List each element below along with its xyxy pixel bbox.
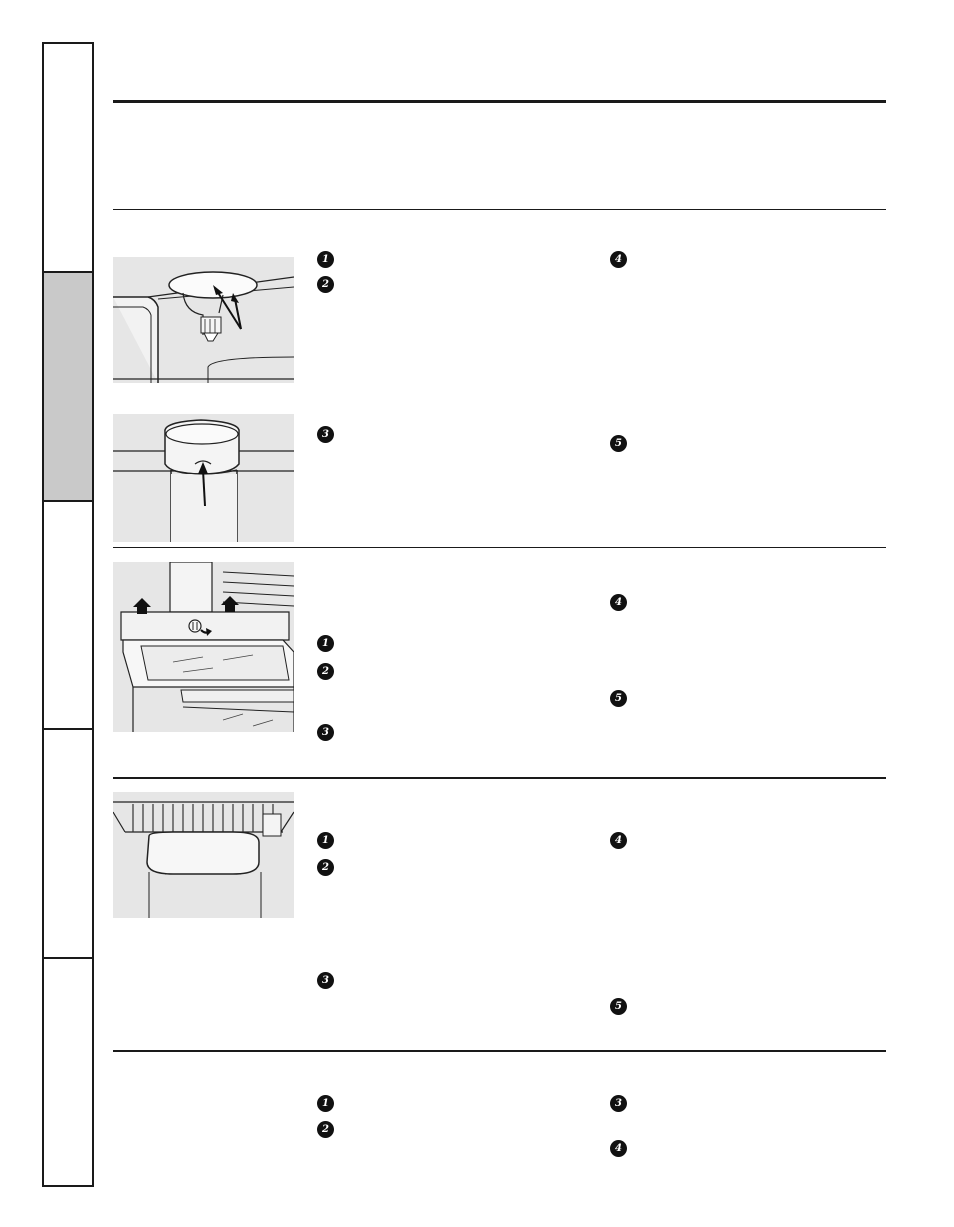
step-number: 2 <box>322 862 329 873</box>
section-divider-3 <box>113 777 886 779</box>
step-number-badge <box>610 594 627 611</box>
step-number: 2 <box>322 279 329 290</box>
step-number-badge <box>317 1121 334 1138</box>
tab-4[interactable] <box>44 730 92 959</box>
step-number-badge <box>317 1095 334 1112</box>
step-number-badge <box>317 251 334 268</box>
step-number: 4 <box>615 1143 622 1154</box>
step-number-badge <box>610 251 627 268</box>
step-number: 1 <box>322 638 329 649</box>
step-number: 5 <box>615 438 622 449</box>
step-number-badge <box>610 1095 627 1112</box>
step-number: 1 <box>322 254 329 265</box>
section-divider-1 <box>113 209 886 210</box>
step-number-badge <box>610 690 627 707</box>
hood-cooktop-illustration <box>113 562 294 732</box>
step-number-badge <box>317 635 334 652</box>
tab-2-active[interactable] <box>44 273 92 502</box>
step-number: 4 <box>615 835 622 846</box>
step-number: 3 <box>322 727 329 738</box>
step-number-badge <box>317 832 334 849</box>
step-number-badge <box>610 998 627 1015</box>
step-number: 5 <box>615 1001 622 1012</box>
step-number: 3 <box>615 1098 622 1109</box>
section-divider-4 <box>113 1050 886 1052</box>
step-number-badge <box>317 972 334 989</box>
step-number: 2 <box>322 1124 329 1135</box>
step-number: 2 <box>322 666 329 677</box>
step-number: 1 <box>322 835 329 846</box>
step-number-badge <box>610 435 627 452</box>
step-number-badge <box>610 832 627 849</box>
tab-5[interactable] <box>44 959 92 1185</box>
section-divider-2 <box>113 547 886 548</box>
step-number-badge <box>317 724 334 741</box>
step-number: 4 <box>615 254 622 265</box>
tab-3[interactable] <box>44 502 92 730</box>
step-number: 4 <box>615 597 622 608</box>
step-number-badge <box>317 276 334 293</box>
tab-1[interactable] <box>44 44 92 273</box>
step-number-badge <box>317 426 334 443</box>
step-number: 5 <box>615 693 622 704</box>
step-number-badge <box>317 663 334 680</box>
step-number: 3 <box>322 975 329 986</box>
step-number-badge <box>317 859 334 876</box>
step-number-badge <box>610 1140 627 1157</box>
section-tab-rail <box>42 42 94 1187</box>
title-rule <box>113 100 886 103</box>
step-number: 3 <box>322 429 329 440</box>
filter-housing-illustration <box>113 414 294 542</box>
light-cover-illustration <box>113 792 294 918</box>
filter-cap-illustration <box>113 257 294 383</box>
step-number: 1 <box>322 1098 329 1109</box>
